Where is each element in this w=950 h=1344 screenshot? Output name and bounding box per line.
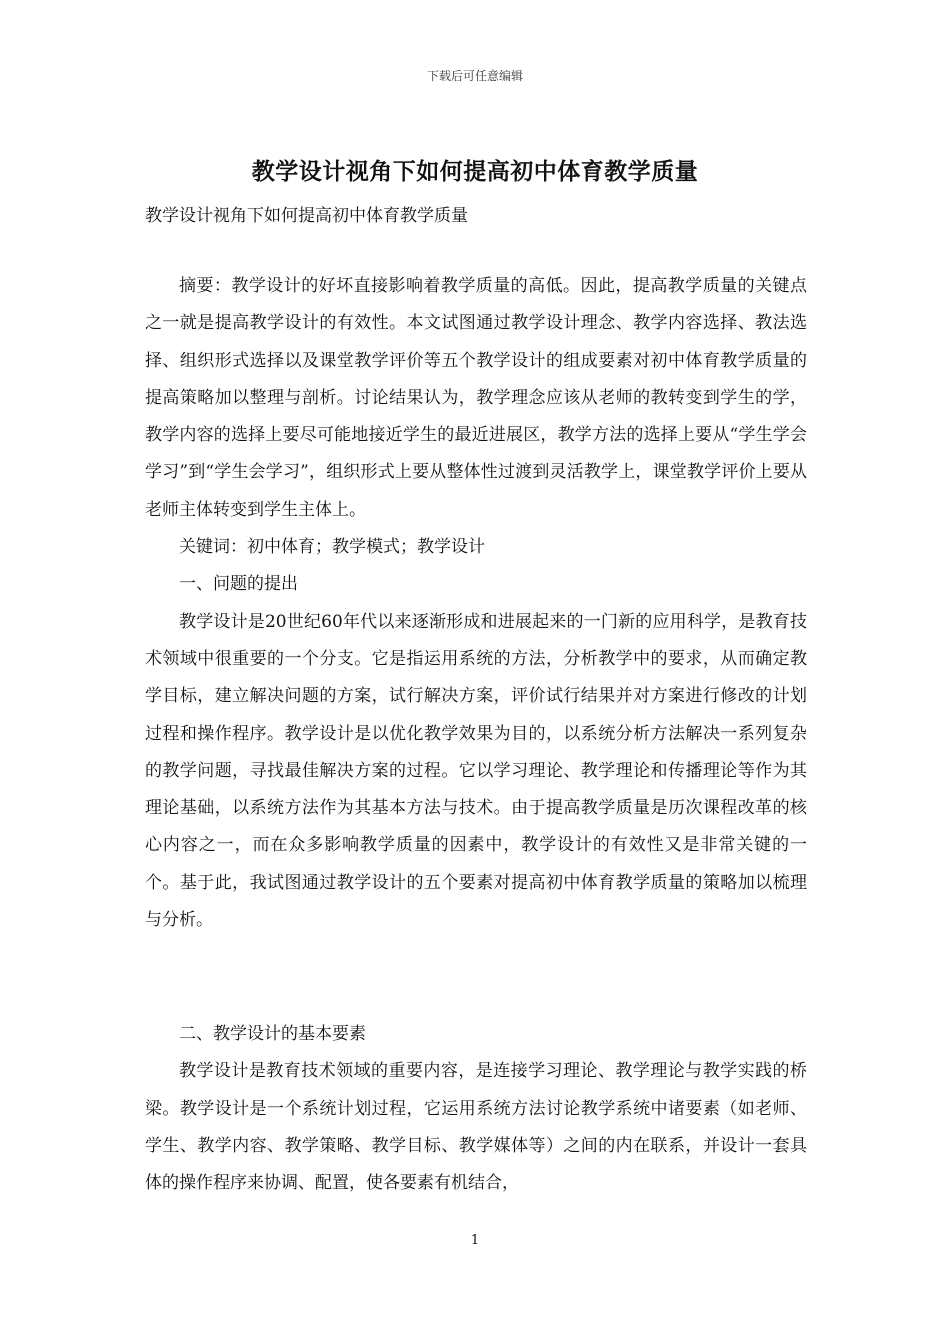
body-block-2 xyxy=(145,1016,807,1202)
header-note: 下载后可任意编辑 xyxy=(426,69,523,83)
section-1-paragraph: 教学设计是20世纪60年代以来逐渐形成和进展起来的一门新的应用科学，是教育技术领域中很重要的一个分支。它是指运用系统的方法，分析教学中的要求，从而确定教学目标，建立解决问题的方案，试行解决方案，评价试行结果并对方案进行修改的计划过程和操作程序。教学设计是以优化教学效果为目的，以系统分析方法解决一系列复杂的教学问题，寻找最佳解决方案的过程。它以学习理论、教学理论和传播理论等作为其理论基础，以系统方法作为其基本方法与技术。由于提高教学质量是历次课程改革的核心内容之一，而在众多影响教学质量的因素中，教学设计的有效性又是非常关键的一个。基于此，我试图通过教学设计的五个要素对提高初中体育教学质量的策略加以梳理与分析。 xyxy=(145,611,807,931)
body-block-1 xyxy=(145,268,807,939)
page-number: 1 xyxy=(470,1233,480,1248)
abstract-paragraph: 摘要：教学设计的好坏直接影响着教学质量的高低。因此，提高教学质量的关键点之一就是提高教学设计的有效性。本文试图通过教学设计理念、教学内容选择、教法选择、组织形式选择以及课堂教学评价等五个教学设计的组成要素对初中体育教学质量的提高策略加以整理与剖析。讨论结果认为，教学理念应该从老师的教转变到学生的学，教学内容的选择上要尽可能地接近学生的最近进展区，教学方法的选择上要从“学生学会学习”到“学生会学习”，组织形式上要从整体性过渡到灵活教学上，课堂教学评价上要从老师主体转变到学生主体上。 xyxy=(145,276,807,520)
document-title: 教学设计视角下如何提高初中体育教学质量 xyxy=(251,158,699,185)
document-subtitle: 教学设计视角下如何提高初中体育教学质量 xyxy=(145,206,468,226)
section-2-heading: 二、教学设计的基本要素 xyxy=(179,1024,366,1044)
section-2-paragraph: 教学设计是教育技术领域的重要内容，是连接学习理论、教学理论与教学实践的桥梁。教学设计是一个系统计划过程，它运用系统方法讨论教学系统中诸要素（如老师、学生、教学内容、教学策略、教学目标、教学媒体等）之间的内在联系，并设计一套具体的操作程序来协调、配置，使各要素有机结合， xyxy=(145,1061,807,1194)
keywords-line: 关键词：初中体育；教学模式；教学设计 xyxy=(179,537,485,558)
section-1-heading: 一、问题的提出 xyxy=(179,574,298,595)
